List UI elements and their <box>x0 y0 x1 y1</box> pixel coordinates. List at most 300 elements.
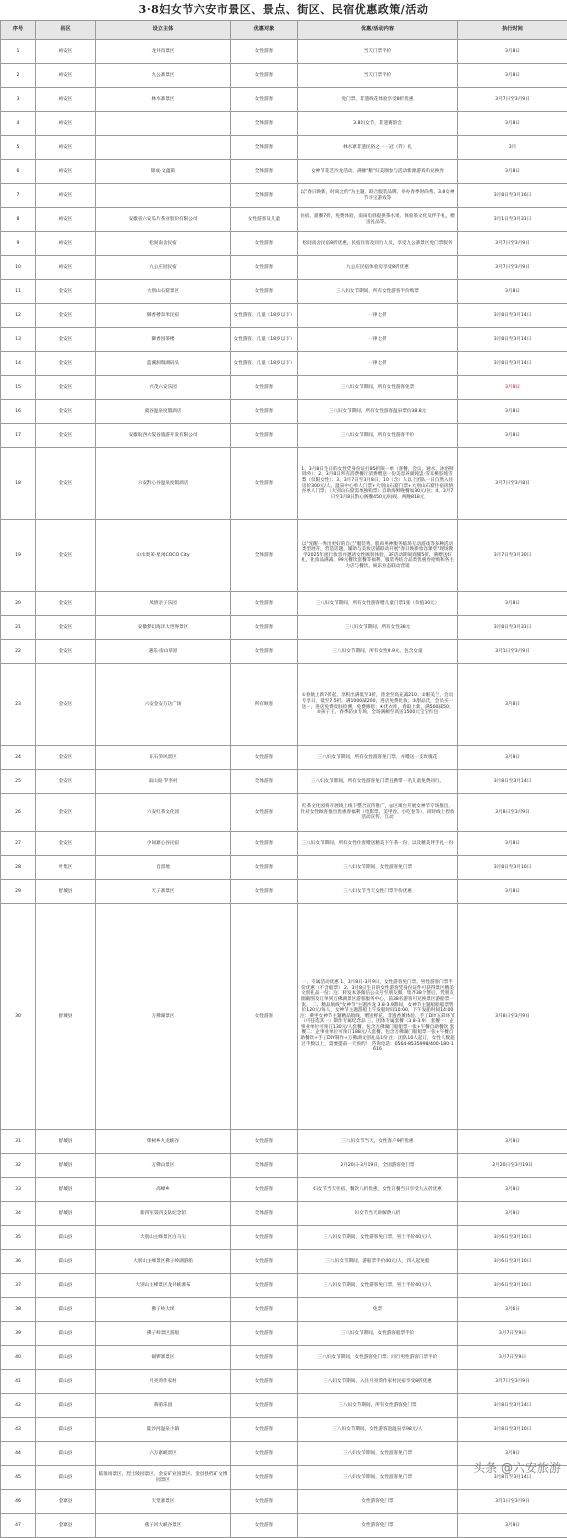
cell-target: 女性游客 <box>231 1298 298 1322</box>
cell-target: 女性游客 <box>231 1490 298 1514</box>
cell-no: 40 <box>1 1346 36 1370</box>
cell-county: 金安区 <box>36 400 96 424</box>
cell-county: 金安区 <box>36 640 96 664</box>
cell-target: 女性游客 <box>231 746 298 770</box>
cell-no: 38 <box>1 1298 36 1322</box>
cell-county: 金安区 <box>36 592 96 616</box>
cell-target: 女性游客、儿童（18岁以下） <box>231 304 298 328</box>
cell-entity: 九公寨景区 <box>96 64 231 88</box>
cell-entity: 山水奥莱·星闲COCO City <box>96 520 231 592</box>
cell-time: 3月7日至3月9日 <box>458 256 567 280</box>
cell-entity: 万佛山景区 <box>96 1154 231 1178</box>
cell-county: 霍山县 <box>36 1274 96 1298</box>
cell-target: 女性游客 <box>231 592 298 616</box>
cell-time: 3月8日至3月14日 <box>458 304 567 328</box>
cell-county: 舒城县 <box>36 1130 96 1154</box>
cell-content: 三八妇女节当天，女性客户9折优惠 <box>298 1130 458 1154</box>
cell-no: 16 <box>1 400 36 424</box>
cell-entity: 大别山主峰景区白马尖 <box>96 1226 231 1250</box>
cell-entity: 兴茂六安乐园 <box>96 376 231 400</box>
cell-county: 裕安区 <box>36 112 96 136</box>
cell-target: 女性游客 <box>231 1226 298 1250</box>
cell-county: 舒城县 <box>36 1202 96 1226</box>
cell-content: 三八妇女节期间，入住月亮湾作家村民宿享受8折优惠 <box>298 1370 458 1394</box>
cell-no: 12 <box>1 304 36 328</box>
cell-time: 3月8日 <box>458 1442 567 1466</box>
cell-entity: 锦成·文蕴街 <box>96 160 231 184</box>
cell-county: 舒城县 <box>36 1154 96 1178</box>
table-row <box>1 304 567 328</box>
cell-target: 女性游客 <box>231 880 298 904</box>
cell-no: 34 <box>1 1202 36 1226</box>
table-row <box>1 1346 567 1370</box>
cell-entity: 六万寨峡景区 <box>96 1442 231 1466</box>
cell-no: 47 <box>1 1514 36 1538</box>
cell-target: 女性游客 <box>231 1394 298 1418</box>
cell-content: 三八妇女节期间，所有女性游客免门票，并赠送一支玫瑰花 <box>298 746 458 770</box>
cell-entity: 南山南·罗李村 <box>96 770 231 794</box>
table-row <box>1 1298 567 1322</box>
table-row <box>1 112 567 136</box>
table-row <box>1 88 567 112</box>
cell-content: 三八妇女节期间，所有女性游客免门票 <box>298 1394 458 1418</box>
cell-content: 一律七折 <box>298 328 458 352</box>
cell-time: 3月8日至3月31日 <box>458 616 567 640</box>
cell-county: 金安区 <box>36 304 96 328</box>
cell-time: 3月8日 <box>458 880 567 904</box>
cell-entity: 佛子岭景区游船 <box>96 1322 231 1346</box>
cell-no: 19 <box>1 520 36 592</box>
cell-time: 3月8日 <box>458 1130 567 1154</box>
cell-entity: 东石笋风景区 <box>96 746 231 770</box>
cell-content: 一律七折 <box>298 304 458 328</box>
cell-content: 三八妇女节期间，女性游客免门票；同行男性游客门票半价 <box>298 1346 458 1370</box>
cell-no: 35 <box>1 1226 36 1250</box>
cell-target: 女性游客 <box>231 1346 298 1370</box>
cell-target: 女性游客 <box>231 856 298 880</box>
cell-content: 妇女节当天讲解费八折 <box>298 1202 458 1226</box>
cell-time: 3月8日 <box>458 592 567 616</box>
cell-county: 裕安区 <box>36 40 96 64</box>
cell-no: 10 <box>1 256 36 280</box>
cell-content: 三八妇女节期间，所有女性9.9元，包含女童 <box>298 640 458 664</box>
cell-content: 免票 <box>298 1298 458 1322</box>
cell-no: 30 <box>1 904 36 1130</box>
cell-content: 红茶文化园将开展线上线下整合宣传推广，◎区寓台开展女神节专场推出，针对女性顾客推出优惠春福利（电影票、美甲卷、小吃卷等），同时线上捏妆活动宣传、互动 <box>298 794 458 832</box>
cell-content: 三八妇女节期间，女性游客免门票 <box>298 1466 458 1490</box>
cell-county: 霍山县 <box>36 1466 96 1490</box>
cell-no: 9 <box>1 232 36 256</box>
cell-content: 林水寨非遗民俗之一一冠（笄）礼 <box>298 136 458 160</box>
cell-entity: 天堂寨景区 <box>96 1490 231 1514</box>
table-row <box>1 1202 567 1226</box>
cell-time: 3月8日 <box>458 424 567 448</box>
cell-content: 2月20日-3月19日，全国游客免门票 <box>298 1154 458 1178</box>
table-row <box>1 856 567 880</box>
policy-table <box>0 20 567 1538</box>
cell-county: 舒城县 <box>36 880 96 904</box>
cell-county: 金安区 <box>36 832 96 856</box>
table-row <box>1 328 567 352</box>
cell-content: 三八妇女节期间，女性游客免门票，男士半价40元/人 <box>298 1226 458 1250</box>
cell-no: 3 <box>1 88 36 112</box>
cell-time: 3月8日 <box>458 40 567 64</box>
cell-entity: 月亮湾作家村 <box>96 1370 231 1394</box>
cell-no: 41 <box>1 1370 36 1394</box>
cell-content: 以"宠醒一秀出更好的自己"服装秀、肌肉男神服务临场互动游戏等多种活动类型展开，营造话题，辅助与美妆店铺联动开展"春日焕新妆容课堂"现场教学2025年流行妆容并邀请女性顾客体验，3F活动期间商铺5折、满赠送好礼，化妆品满减、99元餐饮套餐等福利，服装秀结合品类优惠券抢购和各主力店与餐饮、娱乐业态联动营销 <box>298 520 458 592</box>
cell-entity: 六安黔心谷温泉度假酒店 <box>96 448 231 520</box>
cell-content: 以"春日焕新，时尚之约"为主题，联合服装品牌，举办春季时尚秀、3.8女神节寻宝游戏等 <box>298 184 458 208</box>
cell-county: 金安区 <box>36 448 96 520</box>
cell-no: 28 <box>1 856 36 880</box>
cell-entity: 御香园茶楼 <box>96 328 231 352</box>
cell-time: 3月7日至3月8日 <box>458 448 567 520</box>
cell-target: 女性游客 <box>231 280 298 304</box>
cell-no: 21 <box>1 616 36 640</box>
cell-content: 三八妇女节期间，所有女性游客赠儿童门票1张（价值30元） <box>298 592 458 616</box>
table-row <box>1 770 567 794</box>
cell-entity: 陡沙河温泉小镇 <box>96 1418 231 1442</box>
cell-time: 3月8日 <box>458 64 567 88</box>
cell-county: 叶集区 <box>36 856 96 880</box>
cell-county: 金安区 <box>36 520 96 592</box>
table-row <box>1 1226 567 1250</box>
cell-entity: 六安金安万达广场 <box>96 664 231 746</box>
cell-time: 3月6日至3月10日 <box>458 1226 567 1250</box>
cell-entity: 遇乐·南山草原 <box>96 640 231 664</box>
cell-no: 20 <box>1 592 36 616</box>
cell-time: 3月8日至3月16日 <box>458 184 567 208</box>
cell-target: 全体游客 <box>231 184 298 208</box>
cell-no: 27 <box>1 832 36 856</box>
cell-no: 24 <box>1 746 36 770</box>
cell-content: 三八妇女节期间，所有女性游客免门票且携带一名儿童免费同行。 <box>298 770 458 794</box>
cell-target: 女性游客 <box>231 64 298 88</box>
cell-county: 霍山县 <box>36 1370 96 1394</box>
cell-no: 46 <box>1 1490 36 1514</box>
cell-content: 住宿、就餐7折，免费体验，南岗电驿提供茶水果、体验茶文化及伴手礼，赠送礼品等。 <box>298 208 458 232</box>
table-row <box>1 400 567 424</box>
cell-content: 妇女节当天住宿、餐饮八折优惠，女性订餐当日享受九五折优惠 <box>298 1178 458 1202</box>
cell-county: 霍山县 <box>36 1346 96 1370</box>
cell-no: 37 <box>1 1274 36 1298</box>
cell-content: 女性游客免门票 <box>298 1514 458 1538</box>
cell-target: 女性游客 <box>231 1418 298 1442</box>
table-row <box>1 1154 567 1178</box>
cell-time: 3月8日 <box>458 376 567 400</box>
cell-entity: 松间南舍民宿 <box>96 232 231 256</box>
cell-content: 三八妇女节期间，女性游客免门票 <box>298 1442 458 1466</box>
cell-county: 霍山县 <box>36 1322 96 1346</box>
cell-entity: 安徽梦幻海洋大世界景区 <box>96 616 231 640</box>
table-row <box>1 640 567 664</box>
cell-entity <box>96 184 231 208</box>
cell-time: 3月8日至3月10日 <box>458 856 567 880</box>
table-row <box>1 746 567 770</box>
table-row <box>1 1514 567 1538</box>
cell-no: 7 <box>1 184 36 208</box>
cell-time: 3月7日至9日 <box>458 1322 567 1346</box>
cell-content: 三八妇女节期间，所有女性游客半价 <box>298 424 458 448</box>
cell-entity: 大别山主峰景区龙井峡瀑布 <box>96 1274 231 1298</box>
cell-entity: 万佛湖景区 <box>96 904 231 1130</box>
cell-time: 3月8日 <box>458 746 567 770</box>
cell-time: 3月8日 <box>458 1202 567 1226</box>
table-row <box>1 1370 567 1394</box>
cell-no: 22 <box>1 640 36 664</box>
cell-county: 金安区 <box>36 770 96 794</box>
cell-no: 32 <box>1 1154 36 1178</box>
cell-target: 女性游客 <box>231 832 298 856</box>
cell-time: 3月8日至3月14日 <box>458 328 567 352</box>
cell-county: 金安区 <box>36 424 96 448</box>
table-row <box>1 1490 567 1514</box>
cell-no: 25 <box>1 770 36 794</box>
cell-target: 全体游客 <box>231 1202 298 1226</box>
cell-entity: 柴树乡九龙峡谷 <box>96 1130 231 1154</box>
cell-no: 39 <box>1 1322 36 1346</box>
cell-no: 29 <box>1 880 36 904</box>
table-row <box>1 904 567 1130</box>
table-row <box>1 832 567 856</box>
cell-entity: 林水寨景区 <box>96 88 231 112</box>
cell-entity <box>96 112 231 136</box>
table-row <box>1 1250 567 1274</box>
cell-target: 女性游客 <box>231 448 298 520</box>
cell-time: 3月8日 <box>458 160 567 184</box>
cell-county: 金安区 <box>36 352 96 376</box>
cell-county: 裕安区 <box>36 64 96 88</box>
cell-county: 金安区 <box>36 616 96 640</box>
cell-target: 女性游客 <box>231 1514 298 1538</box>
cell-target: 女性游客 <box>231 400 298 424</box>
table-row <box>1 616 567 640</box>
cell-no: 11 <box>1 280 36 304</box>
cell-target: 女性游客 <box>231 794 298 832</box>
cell-county: 裕安区 <box>36 256 96 280</box>
cell-entity: 安徽皖西大裂谷旅游开发有限公司 <box>96 424 231 448</box>
cell-county: 裕安区 <box>36 184 96 208</box>
cell-time: 3月7日至3月9日 <box>458 1370 567 1394</box>
cell-no: 13 <box>1 328 36 352</box>
cell-entity: 安徽省六安瓜片茶业股份有限公司 <box>96 208 231 232</box>
cell-target: 女性游客 <box>231 1466 298 1490</box>
cell-time: 3月8日 <box>458 664 567 746</box>
cell-content: 3.8妇女节，非遗赛韵会 <box>298 112 458 136</box>
cell-entity: 大别山石窟景区 <box>96 280 231 304</box>
table-row <box>1 794 567 832</box>
col-header-time: 执行时间 <box>458 21 567 40</box>
table-row <box>1 232 567 256</box>
cell-entity: 凤情亲子乐园 <box>96 592 231 616</box>
cell-target: 女性游客 <box>231 616 298 640</box>
cell-target: 全体游客 <box>231 1154 298 1178</box>
cell-content: ①春航上新7折起，享积出满低至3折，普金至高充减210；②眼美兰，会员专享日，低至7.5折，满1000减200，进店免费化妆；③甜品氏，会员买一送一，进店免费皮肤检测，免费修眉；④优衣库，春取上新，满500减50；⑤孩子王，春季防虫专场，全场满额至高送1500元宝宝红包 <box>298 664 458 746</box>
cell-entity: 新四军第四支队纪念馆 <box>96 1202 231 1226</box>
cell-content: 三八妇女节期间，所有女性住客赠送精美下午茶一份，以及精美伴手礼一份 <box>298 832 458 856</box>
table-row <box>1 1394 567 1418</box>
cell-time: 2月20日至3月19日 <box>458 1154 567 1178</box>
cell-no: 17 <box>1 424 36 448</box>
cell-content: 一律七折 <box>298 352 458 376</box>
cell-entity: 高峰乡 <box>96 1178 231 1202</box>
cell-content: 九公庄民宿体验房享受8折优惠 <box>298 256 458 280</box>
cell-county: 金安区 <box>36 746 96 770</box>
cell-time: 3月6日至3月10日 <box>458 1274 567 1298</box>
table-row <box>1 880 567 904</box>
cell-no: 23 <box>1 664 36 746</box>
cell-entity: 蓝溪洞瑞湖码头 <box>96 352 231 376</box>
cell-time: 3月8日 <box>458 400 567 424</box>
cell-entity: 天子寨景区 <box>96 880 231 904</box>
cell-time: 3月8日至3月14日 <box>458 1394 567 1418</box>
cell-no: 36 <box>1 1250 36 1274</box>
table-row <box>1 256 567 280</box>
cell-content: 三八妇女节期间，女性游客免门票，男士半价40元/人 <box>298 1274 458 1298</box>
cell-time: 3月7日至3月30日 <box>458 520 567 592</box>
cell-time: 3月8日至3月14日 <box>458 1466 567 1490</box>
cell-time: 3月6日 <box>458 1298 567 1322</box>
cell-content: 三八妇女节期间，女性游客船票半价 <box>298 1322 458 1346</box>
cell-content: 三八妇女节期间，女性游客免门票 <box>298 856 458 880</box>
cell-content: 三八妇女节期间，游船票半价40元/人，四人起免船 <box>298 1250 458 1274</box>
cell-entity <box>96 136 231 160</box>
table-row <box>1 1418 567 1442</box>
table-row <box>1 1130 567 1154</box>
cell-target: 女性游客 <box>231 1322 298 1346</box>
table-row <box>1 136 567 160</box>
cell-target: 女性游客 <box>231 640 298 664</box>
cell-time: 3月 <box>458 136 567 160</box>
col-header-county: 县区 <box>36 21 96 40</box>
cell-county: 霍山县 <box>36 1298 96 1322</box>
cell-content: 松间南舍民宿8折优惠，民宿住客及同行人员，享受九公寨景区免门票服务 <box>298 232 458 256</box>
cell-county: 金安区 <box>36 376 96 400</box>
cell-time: 3月8日至3月10日 <box>458 1418 567 1442</box>
cell-content: 三八妇女节期间，所有女性38元 <box>298 616 458 640</box>
cell-county: 金寨县 <box>36 1514 96 1538</box>
cell-target: 女性游客 <box>231 904 298 1130</box>
cell-county: 霍山县 <box>36 1442 96 1466</box>
cell-content: 女神节花艺沙龙活动、满额"鹅"归美圈参与活动新源游戏币兑换券 <box>298 160 458 184</box>
cell-county: 霍山县 <box>36 1418 96 1442</box>
cell-no: 1 <box>1 40 36 64</box>
cell-target: 全体游客 <box>231 770 298 794</box>
cell-time: 3月8日 <box>458 112 567 136</box>
cell-time: 3月7日至3月9日 <box>458 232 567 256</box>
cell-target: 女性游客 <box>231 1370 298 1394</box>
table-row <box>1 208 567 232</box>
cell-target: 女性游客及儿童 <box>231 208 298 232</box>
cell-no: 5 <box>1 136 36 160</box>
cell-county: 霍山县 <box>36 1394 96 1418</box>
cell-target: 女性游客 <box>231 40 298 64</box>
cell-time: 3月8日至3月9日 <box>458 904 567 1130</box>
col-header-content: 优惠/活动内容 <box>298 21 458 40</box>
cell-no: 43 <box>1 1418 36 1442</box>
cell-no: 8 <box>1 208 36 232</box>
cell-content: 女性游客免门票 <box>298 1490 458 1514</box>
cell-time: 3月8日 <box>458 1514 567 1538</box>
cell-time: 3月7日至9日 <box>458 1346 567 1370</box>
cell-target: 女性游客 <box>231 1274 298 1298</box>
cell-target: 女性游客 <box>231 424 298 448</box>
cell-county: 金安区 <box>36 280 96 304</box>
table-row <box>1 592 567 616</box>
cell-content: 当天门票半价 <box>298 40 458 64</box>
cell-no: 45 <box>1 1466 36 1490</box>
cell-entity: 九公庄园民宿 <box>96 256 231 280</box>
cell-no: 31 <box>1 1130 36 1154</box>
cell-entity: 萌萌乐园 <box>96 1394 231 1418</box>
cell-county: 裕安区 <box>36 232 96 256</box>
cell-county: 霍山县 <box>36 1250 96 1274</box>
cell-time: 3月8日至3月14日 <box>458 770 567 794</box>
cell-entity: 少间寨心谷民宿 <box>96 832 231 856</box>
cell-county: 裕安区 <box>36 208 96 232</box>
cell-entity: 铜锣寨景区 <box>96 1346 231 1370</box>
table-row <box>1 184 567 208</box>
cell-content: 三八妇女节期间，女性游客泡温泉享98元/人 <box>298 1418 458 1442</box>
cell-time: 3月8日 <box>458 832 567 856</box>
col-header-target: 优惠对象 <box>231 21 298 40</box>
cell-content: 三八妇女节期间，所有女性游客温泉票价38.8元 <box>298 400 458 424</box>
cell-no: 15 <box>1 376 36 400</box>
cell-county: 裕安区 <box>36 160 96 184</box>
cell-target: 所有顾客 <box>231 664 298 746</box>
table-row <box>1 448 567 520</box>
table-row <box>1 280 567 304</box>
cell-content: 三八妇女节期间，所有女性游客半价购票 <box>298 280 458 304</box>
cell-time: 3月8日 <box>458 1178 567 1202</box>
cell-time: 3月1日至3月31日 <box>458 208 567 232</box>
cell-target: 全体游客 <box>231 520 298 592</box>
cell-county: 裕安区 <box>36 136 96 160</box>
cell-no: 42 <box>1 1394 36 1418</box>
cell-target: 女性游客 <box>231 1250 298 1274</box>
cell-time: 3月8日至3月14日 <box>458 352 567 376</box>
table-row <box>1 376 567 400</box>
cell-entity: 燕子河大峡谷景区 <box>96 1514 231 1538</box>
cell-target: 女性游客 <box>231 232 298 256</box>
cell-no: 2 <box>1 64 36 88</box>
cell-target: 女性游客 <box>231 88 298 112</box>
cell-time: 3月7日至3月9日 <box>458 88 567 112</box>
cell-county: 霍山县 <box>36 1226 96 1250</box>
cell-target: 女性游客、儿童（18岁以下） <box>231 352 298 376</box>
cell-content: 三八妇女节期间，所有女性游客免票 <box>298 376 458 400</box>
cell-county: 金寨县 <box>36 1490 96 1514</box>
table-row <box>1 520 567 592</box>
cell-time: 3月1日至3月9日 <box>458 640 567 664</box>
cell-entity: 虞谷温泉度假酒店 <box>96 400 231 424</box>
cell-target: 全体游客 <box>231 112 298 136</box>
col-header-no: 序号 <box>1 21 36 40</box>
cell-no: 6 <box>1 160 36 184</box>
cell-entity: 龙井沟景区 <box>96 40 231 64</box>
cell-target: 女性游客 <box>231 1130 298 1154</box>
cell-county: 金安区 <box>36 664 96 746</box>
cell-time: 3月8日至3月9日 <box>458 794 567 832</box>
cell-county: 金安区 <box>36 794 96 832</box>
cell-target: 全体游客 <box>231 160 298 184</box>
cell-target: 女性游客 <box>231 1442 298 1466</box>
cell-entity: 六安红茶文化园 <box>96 794 231 832</box>
table-row <box>1 1274 567 1298</box>
cell-entity: 佛子岭大坝 <box>96 1298 231 1322</box>
table-header-row <box>1 21 567 40</box>
cell-target: 女性游客、儿童（18岁以下） <box>231 328 298 352</box>
